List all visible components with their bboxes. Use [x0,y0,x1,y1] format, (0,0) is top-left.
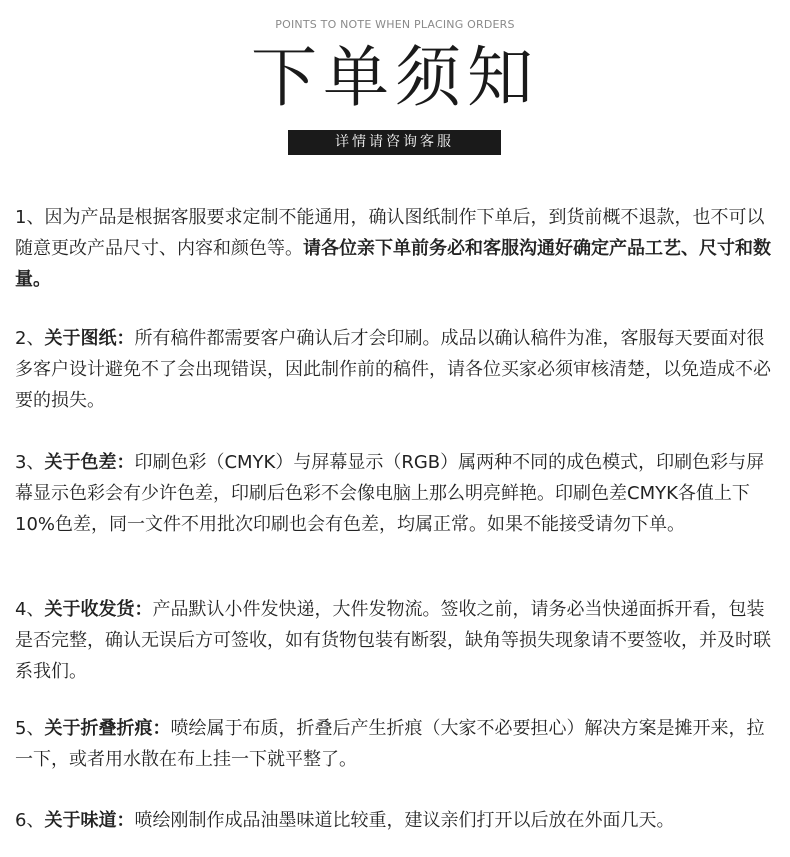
note-heading: 关于图纸： [44,328,135,349]
note-item-4 [15,594,775,687]
note-text: 印刷色彩（CMYK）与屏幕显示（RGB）属两种不同的成色模式，印刷色彩与屏幕显示色彩会有少许色差，印刷后色彩不会像电脑上那么明亮鲜艳。印刷色差CMYK各值上下10%色差，同一文件不用批次印刷也会有色差，均属正常。如果不能接受请勿下单。 [15,452,765,535]
note-heading: 关于折叠折痕： [44,718,171,739]
note-number: 1、 [15,207,45,228]
note-heading: 关于收发货： [44,599,153,620]
note-number: 4、 [15,599,45,620]
note-heading: 关于色差： [44,452,135,473]
english-subtitle: POINTS TO NOTE WHEN PLACING ORDERS [275,18,515,31]
note-item-6 [15,805,674,836]
note-item-1 [15,202,775,295]
note-item-5 [15,713,775,775]
note-number: 5、 [15,718,45,739]
note-item-3 [15,447,775,540]
note-text: 喷绘刚制作成品油墨味道比较重，建议亲们打开以后放在外面几天。 [134,810,675,831]
page-title: 下单须知 [251,39,539,116]
note-number: 3、 [15,452,45,473]
note-text: 所有稿件都需要客户确认后才会印刷。成品以确认稿件为准，客服每天要面对很多客户设计避免不了会出现错误，因此制作前的稿件，请各位买家必须审核清楚，以免造成不必要的损失。 [15,328,771,411]
note-text: 因为产品是根据客服要求定制不能通用，确认图纸制作下单后，到货前概不退款，也不可以随意更改产品尺寸、内容和颜色等。 [15,207,765,259]
note-number: 2、 [15,328,45,349]
note-item-2 [15,323,775,416]
note-heading: 关于味道： [44,810,135,831]
note-emphasis: 请各位亲下单前务必和客服沟通好确定产品工艺、尺寸和数量。 [15,238,771,290]
note-text: 喷绘属于布质，折叠后产生折痕（大家不必要担心）解决方案是摊开来，拉一下，或者用水散在布上挂一下就平整了。 [15,718,765,770]
contact-service-badge: 详情请咨询客服 [288,130,501,155]
note-text: 产品默认小件发快递，大件发物流。签收之前，请务必当快递面拆开看，包装是否完整，确认无误后方可签收，如有货物包装有断裂，缺角等损失现象请不要签收，并及时联系我们。 [15,599,771,682]
note-number: 6、 [15,810,45,831]
